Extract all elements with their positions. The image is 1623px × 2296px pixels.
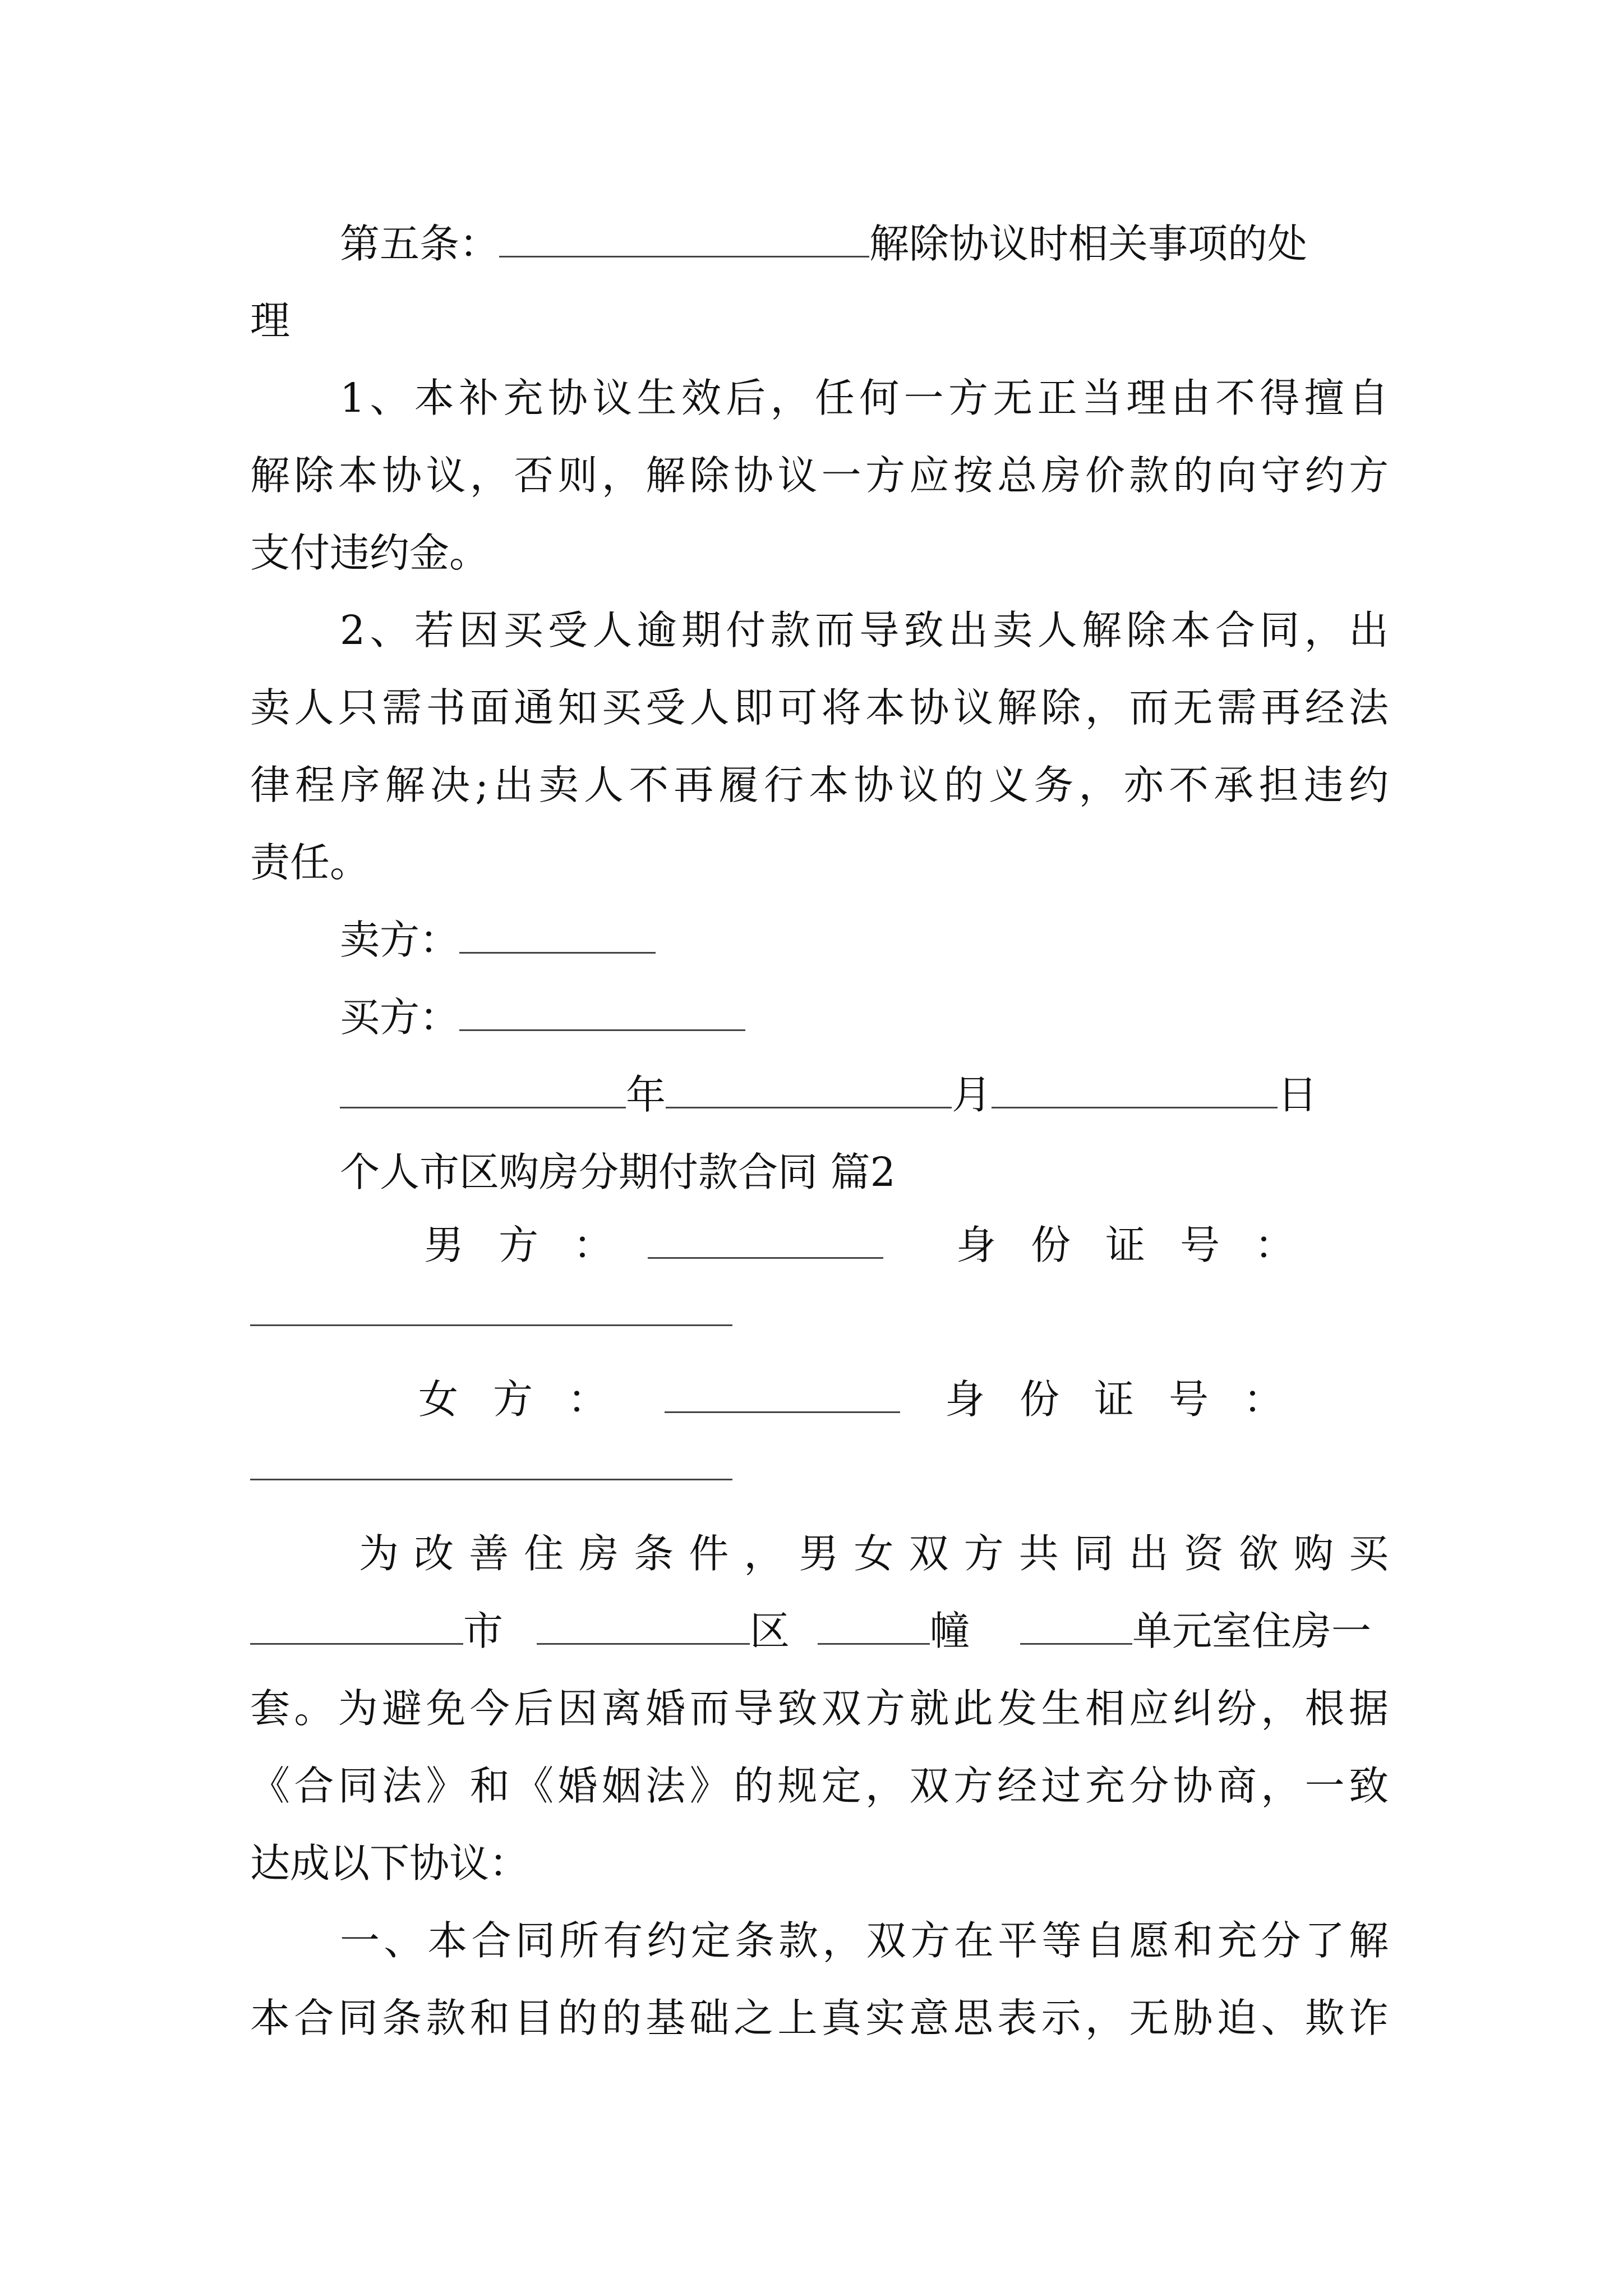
day-blank [992, 1072, 1278, 1108]
section-title: 个人市区购房分期付款合同 篇2 [340, 1149, 896, 1195]
article-5-prefix: 第五条： [340, 220, 500, 267]
blank-line [499, 221, 869, 257]
female-id-line [250, 1439, 1389, 1495]
year-blank [340, 1072, 626, 1108]
building-label: 幢 [930, 1608, 970, 1654]
male-party-line [250, 1217, 1389, 1273]
building-blank [818, 1608, 930, 1645]
district-blank [537, 1608, 750, 1645]
buyer-line [250, 990, 1389, 1046]
article-5-heading-cont: 理 [250, 297, 291, 344]
clause-2-line-4: 责任。 [250, 839, 370, 886]
district-label: 区 [750, 1608, 790, 1654]
month-label: 月 [952, 1071, 992, 1118]
clause-2-line-1: 2、若因买受人逾期付款而导致出卖人解除本合同，出 [340, 607, 1389, 654]
clause-2-line-3: 律程序解决;出卖人不再履行本协议的义务，亦不承担违约 [250, 762, 1389, 808]
clause-2-line-2: 卖人只需书面通知买受人即可将本协议解除，而无需再经法 [250, 684, 1389, 731]
male-id-line [250, 1285, 1389, 1341]
unit-blank [1020, 1608, 1132, 1645]
buyer-blank [459, 995, 745, 1031]
seller-blank [459, 917, 656, 954]
article-1-line-1: 一、本合同所有约定条款，双方在平等自愿和充分了解 [340, 1917, 1389, 1964]
female-label: 女方： [418, 1376, 643, 1423]
month-blank [666, 1072, 952, 1108]
intro-line-4: 《合同法》和《婚姻法》的规定，双方经过充分协商，一致 [250, 1763, 1389, 1809]
seller-line [250, 912, 1389, 968]
intro-line-5: 达成以下协议： [250, 1840, 529, 1887]
clause-1-line-1: 1、本补充协议生效后，任何一方无正当理由不得擅自 [340, 375, 1389, 421]
day-label: 日 [1278, 1071, 1318, 1118]
city-blank [250, 1608, 463, 1645]
clause-1-line-3: 支付违约金。 [250, 530, 490, 576]
female-id-label: 身份证号： [945, 1376, 1318, 1423]
female-blank [665, 1377, 900, 1413]
article-5-heading [250, 216, 1389, 272]
clause-1-line-2: 解除本协议，否则，解除协议一方应按总房价款的向守约方 [250, 452, 1389, 499]
date-line [250, 1067, 1389, 1123]
article-5-suffix: 解除协议时相关事项的处 [869, 220, 1308, 267]
female-party-line [250, 1372, 1389, 1428]
intro-line-2 [250, 1603, 1389, 1659]
female-id-blank [250, 1444, 732, 1480]
buyer-label: 买方： [340, 994, 460, 1041]
male-id-blank [250, 1290, 732, 1326]
article-1-line-2: 本合同条款和目的的基础之上真实意思表示，无胁迫、欺诈 [250, 1995, 1389, 2041]
unit-room-label: 单元室住房一 [1132, 1608, 1372, 1654]
male-id-label: 身份证号： [956, 1222, 1330, 1268]
male-blank [648, 1222, 883, 1259]
intro-line-1: 为改善住房条件，男女双方共同出资欲购买 [359, 1530, 1389, 1577]
intro-line-3: 套。为避免今后因离婚而导致双方就此发生相应纠纷，根据 [250, 1685, 1389, 1732]
male-label: 男方： [424, 1222, 648, 1268]
city-label: 市 [463, 1608, 504, 1654]
year-label: 年 [626, 1071, 666, 1118]
seller-label: 卖方： [340, 917, 460, 963]
